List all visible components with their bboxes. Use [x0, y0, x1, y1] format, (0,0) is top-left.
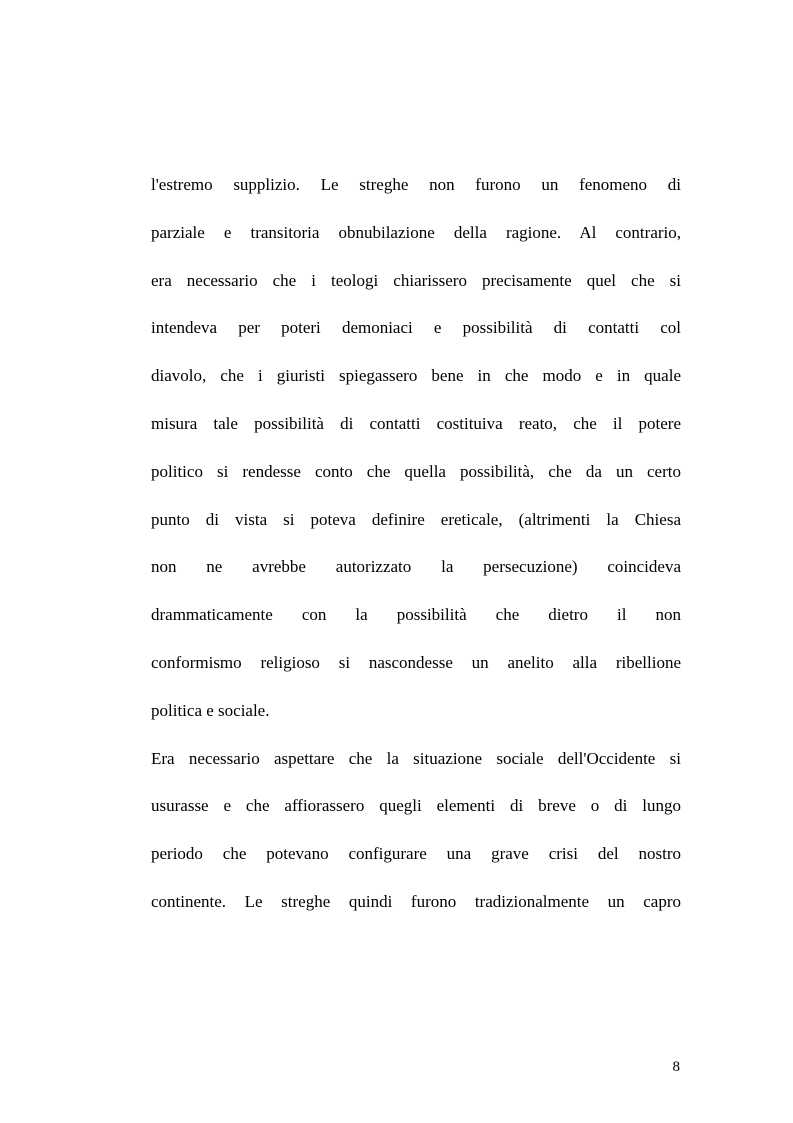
text-line: continente. Le streghe quindi furono tradizionalmente un capro [151, 891, 681, 911]
text-line: era necessario che i teologi chiarissero precisamente quel che si [151, 270, 681, 290]
text-line: misura tale possibilità di contatti costituiva reato, che il potere [151, 413, 681, 433]
text-line: conformismo religioso si nascondesse un anelito alla ribellione [151, 652, 681, 672]
page-number: 8 [672, 1059, 680, 1075]
text-line: drammaticamente con la possibilità che dietro il non [151, 605, 681, 625]
text-line: parziale e transitoria obnubilazione della ragione. Al contrario, [151, 222, 681, 242]
text-line: periodo che potevano configurare una grave crisi del nostro [151, 844, 681, 864]
text-line: politico si rendesse conto che quella possibilità, che da un certo [151, 461, 681, 481]
text-line: Era necessario aspettare che la situazione sociale dell'Occidente si [151, 748, 681, 768]
text-line: non ne avrebbe autorizzato la persecuzione) coincideva [151, 557, 681, 577]
text-line: usurasse e che affiorassero quegli elementi di breve o di lungo [151, 796, 681, 816]
text-line: punto di vista si poteva definire ereticale, (altrimenti la Chiesa [151, 509, 681, 529]
text-line: diavolo, che i giuristi spiegassero bene in che modo e in quale [151, 366, 681, 386]
text-line: intendeva per poteri demoniaci e possibilità di contatti col [151, 318, 681, 338]
text-line: l'estremo supplizio. Le streghe non furono un fenomeno di [151, 175, 681, 194]
body-text [151, 170, 681, 935]
text-line-paragraph-end: politica e sociale. [151, 700, 270, 720]
